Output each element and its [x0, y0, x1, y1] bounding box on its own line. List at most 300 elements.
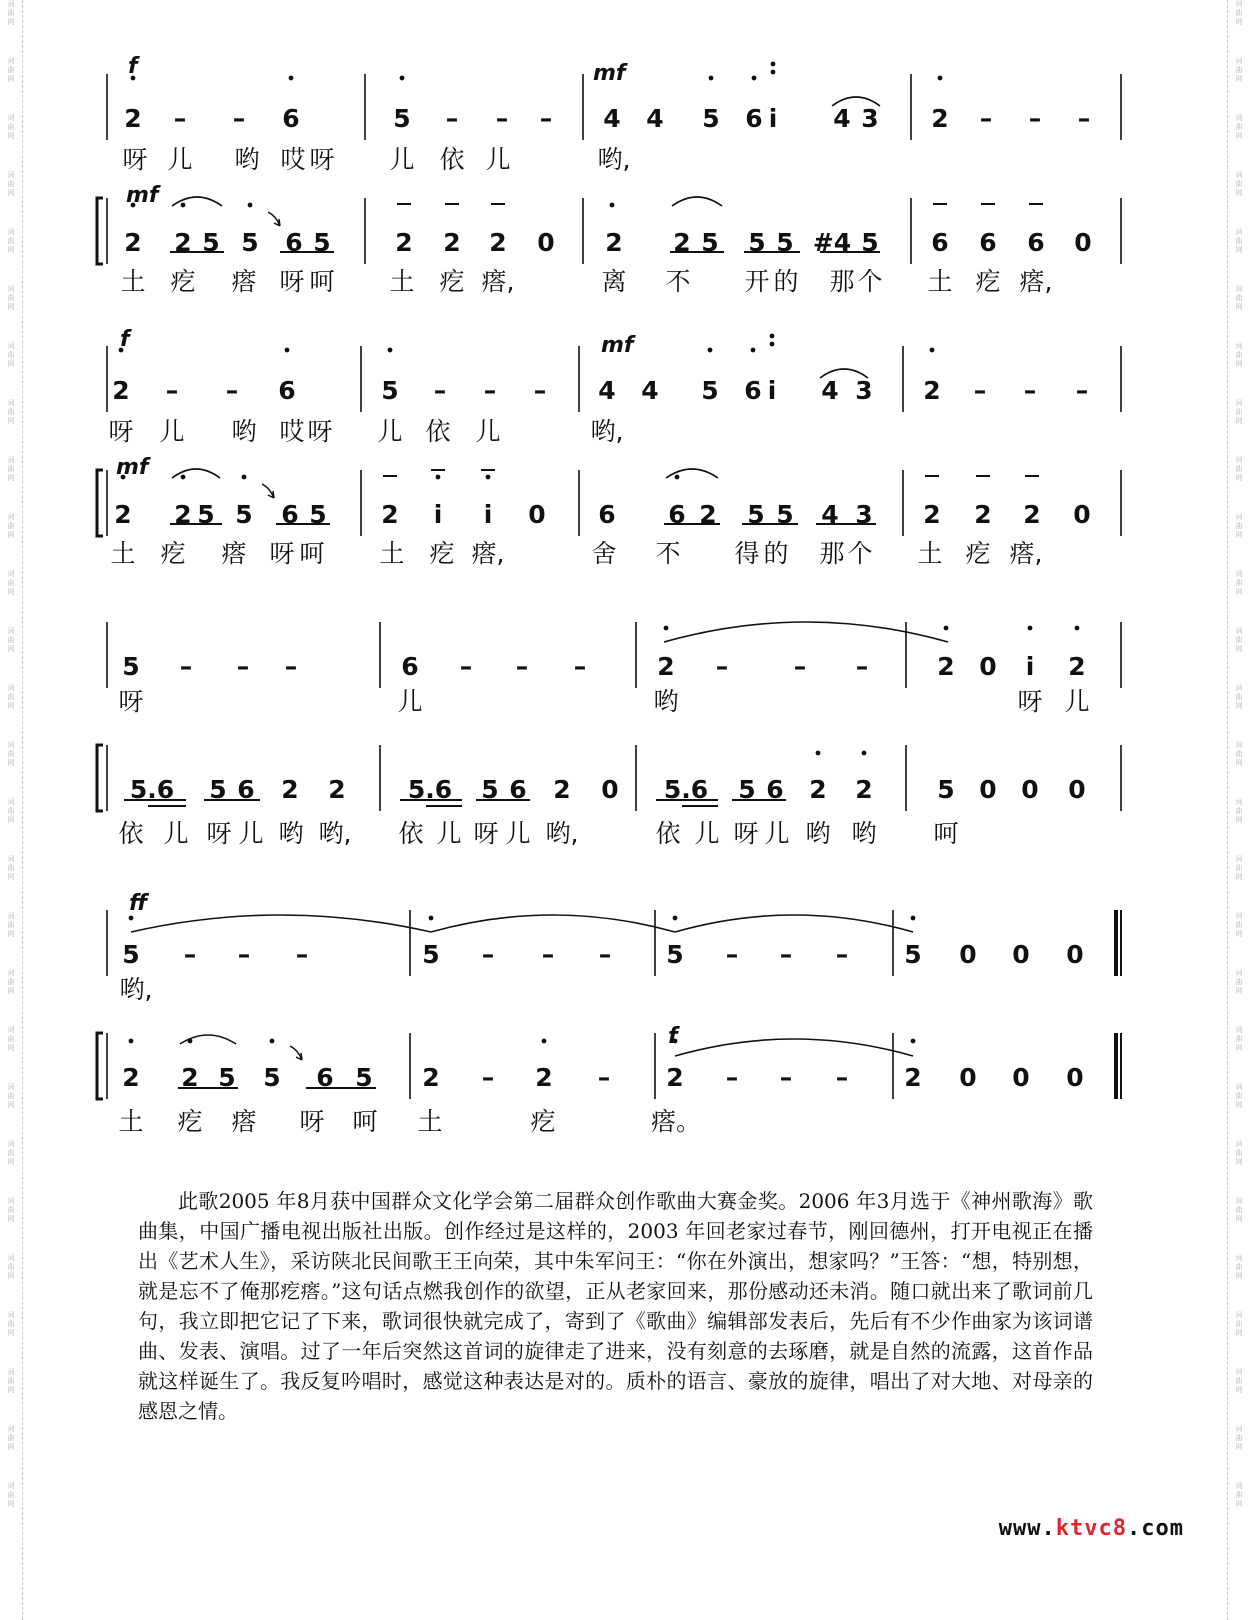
- watermark-char: 曲: [1235, 465, 1243, 473]
- lower-note: 2: [122, 1063, 140, 1092]
- watermark-char: 曲: [1235, 921, 1243, 929]
- watermark-char: 曲: [7, 9, 15, 17]
- lower-note: 5: [481, 775, 499, 804]
- watermark-char: 网: [1235, 1272, 1243, 1280]
- upper-note: 4: [821, 376, 839, 405]
- upper-lyric: 哟,: [590, 417, 624, 446]
- watermark-char: 词: [1235, 684, 1243, 692]
- lower-note: 6: [281, 500, 299, 529]
- upper-note: –: [183, 940, 197, 969]
- upper-lyric: 儿: [377, 417, 403, 446]
- grace-arrow: [268, 212, 280, 226]
- watermark-char: 曲: [1235, 1263, 1243, 1271]
- watermark-char: 曲: [7, 978, 15, 986]
- lower-note: 0: [1012, 1063, 1030, 1092]
- upper-note: –: [236, 652, 250, 681]
- watermark-char: 网: [7, 1329, 15, 1337]
- watermark-char: 曲: [7, 921, 15, 929]
- octave-dot: [181, 475, 186, 480]
- system-bracket: [97, 1033, 103, 1099]
- watermark-char: 网: [7, 474, 15, 482]
- lower-note: 5: [209, 775, 227, 804]
- upper-note: 2: [1068, 652, 1086, 681]
- upper-note: –: [835, 940, 849, 969]
- watermark-char: 网: [1235, 474, 1243, 482]
- watermark-char: 曲: [7, 864, 15, 872]
- lower-note: –: [835, 1063, 849, 1092]
- octave-dot: [270, 1039, 275, 1044]
- upper-note: 5: [422, 940, 440, 969]
- lower-lyric: 哟: [278, 819, 304, 848]
- upper-lyric: 儿: [389, 145, 415, 174]
- dynamic-mark: f: [668, 1024, 678, 1049]
- lower-note: 2: [328, 775, 346, 804]
- octave-dot: [770, 334, 775, 339]
- upper-note: –: [232, 104, 246, 133]
- watermark-char: 网: [1235, 360, 1243, 368]
- lower-note: –: [725, 1063, 739, 1092]
- upper-lyric: 哟: [653, 687, 679, 716]
- lower-note: 5: [197, 500, 215, 529]
- watermark-char: 词: [1235, 1254, 1243, 1262]
- watermark-char: 网: [1235, 1500, 1243, 1508]
- upper-note: 0: [959, 940, 977, 969]
- watermark-char: 网: [1235, 75, 1243, 83]
- lower-note: 5: [355, 1063, 373, 1092]
- upper-note: –: [165, 376, 179, 405]
- lower-lyric: 疙: [170, 267, 196, 296]
- lower-lyric: 得: [734, 539, 760, 568]
- lower-note: 5: [309, 500, 327, 529]
- upper-note: 5: [904, 940, 922, 969]
- lower-note: 0: [528, 500, 546, 529]
- lower-note: 5.6: [407, 775, 453, 804]
- dynamic-mark: mf: [116, 455, 149, 480]
- upper-note: 2: [923, 376, 941, 405]
- watermark-suffix: .com: [1127, 1516, 1184, 1541]
- lower-note: 2: [904, 1063, 922, 1092]
- lower-note: 2: [489, 228, 507, 257]
- upper-note: –: [1023, 376, 1037, 405]
- octave-dot: [751, 348, 756, 353]
- lower-lyric: 土: [917, 539, 943, 568]
- lower-note: 2: [281, 775, 299, 804]
- octave-dot: [1028, 626, 1033, 631]
- upper-lyric: 呀: [309, 145, 335, 174]
- upper-note: 2: [657, 652, 675, 681]
- lower-note: 0: [1066, 1063, 1084, 1092]
- upper-note: –: [173, 104, 187, 133]
- lower-note: 2: [974, 500, 992, 529]
- octave-dot: [248, 203, 253, 208]
- upper-lyric: 哎: [280, 145, 306, 174]
- upper-note: 6: [401, 652, 419, 681]
- lower-note: 2: [181, 1063, 199, 1092]
- octave-dot: [771, 70, 776, 75]
- watermark-char: 网: [1235, 1443, 1243, 1451]
- lower-note: 0: [1073, 500, 1091, 529]
- upper-note: 3: [855, 376, 873, 405]
- watermark-char: 网: [7, 1443, 15, 1451]
- lower-lyric: 疙: [160, 539, 186, 568]
- watermark-char: 词: [7, 1083, 15, 1091]
- lower-note: 2: [699, 500, 717, 529]
- lower-note: 5: [202, 228, 220, 257]
- upper-lyric: 呀: [307, 417, 333, 446]
- lower-lyric: 哟,: [318, 819, 352, 848]
- watermark-char: 词: [7, 513, 15, 521]
- lower-lyric: 呵: [933, 819, 959, 848]
- lower-lyric: 哟: [851, 819, 877, 848]
- watermark-char: 网: [7, 1386, 15, 1394]
- watermark-char: 词: [7, 342, 15, 350]
- lower-lyric: 瘩: [231, 267, 257, 296]
- lower-note: 5: [313, 228, 331, 257]
- watermark-char: 曲: [1235, 294, 1243, 302]
- watermark-char: 曲: [1235, 864, 1243, 872]
- upper-note: –: [715, 652, 729, 681]
- watermark-char: 网: [7, 1044, 15, 1052]
- watermark-char: 词: [1235, 1311, 1243, 1319]
- lower-note: 6: [668, 500, 686, 529]
- watermark-char: 词: [7, 0, 15, 8]
- lower-note: 2: [535, 1063, 553, 1092]
- lower-lyric: 的: [773, 267, 799, 296]
- lower-note: 5: [776, 228, 794, 257]
- watermark-char: 网: [1235, 132, 1243, 140]
- lower-note: 5: [241, 228, 259, 257]
- lower-lyric: 儿: [436, 819, 462, 848]
- upper-note: i: [1025, 652, 1035, 681]
- lower-note: 2: [553, 775, 571, 804]
- lower-lyric: 不: [665, 267, 691, 296]
- watermark-char: 曲: [7, 123, 15, 131]
- watermark-char: 网: [7, 1158, 15, 1166]
- watermark-char: 网: [1235, 18, 1243, 26]
- lower-lyric: 个: [847, 539, 873, 568]
- upper-note: 0: [1012, 940, 1030, 969]
- lower-note: 0: [1074, 228, 1092, 257]
- lower-note: 5: [701, 228, 719, 257]
- watermark-char: 曲: [7, 1263, 15, 1271]
- watermark-char: 网: [7, 1500, 15, 1508]
- watermark-char: 网: [1235, 987, 1243, 995]
- octave-dot: [289, 76, 294, 81]
- watermark-char: 词: [1235, 741, 1243, 749]
- watermark-char: 曲: [1235, 408, 1243, 416]
- lower-lyric: 那: [819, 539, 845, 568]
- watermark-char: 词: [1235, 114, 1243, 122]
- upper-note: i: [768, 104, 778, 133]
- upper-note: 0: [1066, 940, 1084, 969]
- octave-dot: [770, 342, 775, 347]
- upper-note: –: [237, 940, 251, 969]
- octave-dot: [930, 348, 935, 353]
- watermark-char: 网: [7, 645, 15, 653]
- watermark-char: 网: [7, 987, 15, 995]
- watermark-char: 网: [7, 1101, 15, 1109]
- lower-lyric: 疙: [439, 267, 465, 296]
- system-bracket: [97, 745, 103, 811]
- upper-lyric: 呀: [118, 687, 144, 716]
- lower-note: 2: [124, 228, 142, 257]
- watermark-char: 网: [7, 1272, 15, 1280]
- watermark-char: 曲: [1235, 1206, 1243, 1214]
- octave-dot: [129, 1039, 134, 1044]
- watermark-char: 词: [1235, 171, 1243, 179]
- grace-arrow: [262, 484, 274, 498]
- upper-note: –: [515, 652, 529, 681]
- lower-lyric: 瘩: [221, 539, 247, 568]
- watermark-char: 网: [1235, 873, 1243, 881]
- upper-note: –: [541, 940, 555, 969]
- watermark-char: 网: [7, 930, 15, 938]
- lower-note: 6: [979, 228, 997, 257]
- lower-lyric: 依: [655, 819, 681, 848]
- lower-lyric: 瘩,: [1009, 539, 1043, 568]
- lower-note: 6: [598, 500, 616, 529]
- dynamic-mark: f: [128, 54, 138, 79]
- upper-note: 4: [641, 376, 659, 405]
- watermark-char: 词: [7, 228, 15, 236]
- upper-note: 0: [979, 652, 997, 681]
- lower-note: 5: [738, 775, 756, 804]
- octave-dot: [911, 916, 916, 921]
- lower-note: 2: [809, 775, 827, 804]
- watermark-char: 曲: [1235, 9, 1243, 17]
- watermark-char: 曲: [1235, 180, 1243, 188]
- upper-note: –: [973, 376, 987, 405]
- watermark-char: 曲: [1235, 1491, 1243, 1499]
- watermark-char: 词: [7, 1140, 15, 1148]
- watermark-char: 网: [7, 531, 15, 539]
- watermark-char: 网: [7, 246, 15, 254]
- watermark-char: 词: [7, 114, 15, 122]
- watermark-char: 网: [7, 189, 15, 197]
- watermark-char: 词: [7, 1368, 15, 1376]
- watermark-char: 词: [7, 57, 15, 65]
- watermark-char: 曲: [7, 1491, 15, 1499]
- lower-note: i: [433, 500, 443, 529]
- lower-lyric: 离: [601, 267, 627, 296]
- lower-lyric: 依: [118, 819, 144, 848]
- watermark-char: 网: [1235, 702, 1243, 710]
- lower-lyric: 哟: [805, 819, 831, 848]
- upper-lyric: 儿: [1064, 687, 1090, 716]
- upper-note: –: [483, 376, 497, 405]
- watermark-char: 词: [7, 171, 15, 179]
- upper-note: –: [459, 652, 473, 681]
- watermark-char: 网: [7, 759, 15, 767]
- watermark-char: 曲: [7, 66, 15, 74]
- upper-note: 4: [598, 376, 616, 405]
- lower-note: 5.6: [663, 775, 709, 804]
- long-slur: [431, 915, 675, 932]
- upper-note: 6: [745, 104, 763, 133]
- upper-lyric: 哎: [279, 417, 305, 446]
- watermark-char: 词: [1235, 456, 1243, 464]
- upper-note: –: [295, 940, 309, 969]
- watermark-char: 曲: [7, 1377, 15, 1385]
- watermark-char: 网: [7, 18, 15, 26]
- watermark-char: 曲: [1235, 579, 1243, 587]
- lower-note: 6: [237, 775, 255, 804]
- lower-lyric: 土: [118, 1107, 144, 1136]
- watermark-char: 网: [1235, 1329, 1243, 1337]
- dynamic-mark: mf: [601, 333, 634, 358]
- watermark-char: 网: [1235, 189, 1243, 197]
- lower-note: 0: [1021, 775, 1039, 804]
- octave-dot: [771, 62, 776, 67]
- watermark-char: 词: [7, 741, 15, 749]
- watermark-char: 网: [7, 303, 15, 311]
- score-marks: [108, 54, 1091, 1136]
- octave-dot: [709, 76, 714, 81]
- watermark-char: 曲: [1235, 1320, 1243, 1328]
- octave-dot: [752, 76, 757, 81]
- lower-lyric: 儿: [505, 819, 531, 848]
- lower-lyric: 疙: [965, 539, 991, 568]
- octave-dot: [486, 475, 491, 480]
- octave-dot: [708, 348, 713, 353]
- watermark-char: 网: [7, 873, 15, 881]
- lower-note: 2: [114, 500, 132, 529]
- slur: [172, 197, 222, 206]
- upper-note: –: [793, 652, 807, 681]
- upper-note: 4: [833, 104, 851, 133]
- watermark-char: 词: [7, 1482, 15, 1490]
- lower-note: 5: [218, 1063, 236, 1092]
- lower-lyric: 不: [655, 539, 681, 568]
- lower-lyric: 土: [927, 267, 953, 296]
- upper-note: –: [1075, 376, 1089, 405]
- upper-note: 2: [931, 104, 949, 133]
- upper-note: i: [767, 376, 777, 405]
- watermark-char: 词: [1235, 912, 1243, 920]
- lower-note: 3: [855, 500, 873, 529]
- lower-lyric: 呵: [352, 1107, 378, 1136]
- octave-dot: [400, 76, 405, 81]
- upper-note: –: [225, 376, 239, 405]
- watermark-char: 曲: [1235, 1092, 1243, 1100]
- watermark-char: 曲: [7, 351, 15, 359]
- octave-dot: [911, 1039, 916, 1044]
- lower-note: 2: [1023, 500, 1041, 529]
- watermark-char: 曲: [1235, 1149, 1243, 1157]
- watermark-char: 曲: [1235, 66, 1243, 74]
- octave-dot: [816, 751, 821, 756]
- watermark-char: 词: [7, 285, 15, 293]
- lower-note: 5: [748, 228, 766, 257]
- watermark-char: 曲: [1235, 522, 1243, 530]
- dynamic-mark: f: [120, 327, 130, 352]
- lower-lyric: 土: [120, 267, 146, 296]
- octave-dot: [944, 626, 949, 631]
- upper-note: 2: [937, 652, 955, 681]
- lower-lyric: 呵: [299, 539, 325, 568]
- long-slur: [675, 915, 913, 932]
- lower-lyric: 呀: [269, 539, 295, 568]
- lower-note: 2: [923, 500, 941, 529]
- watermark-char: 曲: [7, 180, 15, 188]
- watermark-char: 曲: [7, 750, 15, 758]
- watermark-char: 网: [7, 702, 15, 710]
- watermark-char: 词: [7, 684, 15, 692]
- octave-dot: [429, 916, 434, 921]
- watermark-char: 词: [7, 1254, 15, 1262]
- watermark-char: 词: [1235, 342, 1243, 350]
- watermark-char: 网: [1235, 303, 1243, 311]
- watermark-char: 词: [1235, 228, 1243, 236]
- watermark-brand: ktvc8: [1055, 1516, 1128, 1541]
- upper-note: 5: [666, 940, 684, 969]
- watermark-char: 词: [1235, 399, 1243, 407]
- lower-lyric: 土: [110, 539, 136, 568]
- watermark-char: 曲: [1235, 1035, 1243, 1043]
- upper-note: 6: [744, 376, 762, 405]
- lower-lyric: 土: [379, 539, 405, 568]
- watermark-char: 词: [1235, 285, 1243, 293]
- watermark-char: 网: [1235, 759, 1243, 767]
- lower-lyric: 哟,: [545, 819, 579, 848]
- watermark-char: 词: [1235, 1026, 1243, 1034]
- upper-lyric: 儿: [159, 417, 185, 446]
- lower-note: 6: [766, 775, 784, 804]
- upper-note: –: [1028, 104, 1042, 133]
- watermark-char: 曲: [7, 237, 15, 245]
- upper-lyric: 哟: [231, 417, 257, 446]
- octave-dot: [664, 626, 669, 631]
- octave-dot: [542, 1039, 547, 1044]
- watermark-char: 网: [7, 588, 15, 596]
- slur: [172, 469, 220, 478]
- upper-note: 6: [282, 104, 300, 133]
- watermark-char: 词: [1235, 1368, 1243, 1376]
- composition-note: 此歌2005 年8月获中国群众文化学会第二届群众创作歌曲大赛金奖。2006 年3月选于《神州歌海》歌曲集，中国广播电视出版社出版。创作经过是这样的，2003 年回老家过春节，刚回德州，打开电视正在播出《艺术人生》，采访陕北民间歌王王向荣，其中朱军问王：“你在外演出，想家吗？”王答：“想，特别想，就是忘不了俺那疙瘩。”这句话点燃我创作的欲望，正从老家回来，那份感动还未消。随口就出来了歌词前几句，我立即把它记了下来，歌词很快就完成了，寄到了《歌曲》编辑部发表后，先后有不少作曲家为该词谱曲、发表、演唱。过了一年后突然这首词的旋律走了进来，没有刻意的去琢磨，就是自然的流露，这首作品就这样诞生了。我反复吟唱时，感觉这种表达是对的。质朴的语言、豪放的旋律，唱出了对大地、对母亲的感恩之情。: [138, 1189, 1093, 1423]
- upper-note: –: [284, 652, 298, 681]
- lower-note: 6: [285, 228, 303, 257]
- watermark-char: 词: [1235, 513, 1243, 521]
- watermark-char: 曲: [1235, 1377, 1243, 1385]
- watermark-char: 曲: [1235, 636, 1243, 644]
- lower-note: 5: [776, 500, 794, 529]
- watermark-char: 网: [1235, 1215, 1243, 1223]
- octave-dot: [181, 203, 186, 208]
- long-slur: [131, 915, 431, 932]
- lower-note: 0: [1068, 775, 1086, 804]
- lower-lyric: 呀: [279, 267, 305, 296]
- dynamic-mark: mf: [593, 61, 626, 86]
- lower-note: 2: [174, 500, 192, 529]
- watermark-char: 曲: [1235, 978, 1243, 986]
- watermark-char: 词: [1235, 1140, 1243, 1148]
- lower-note: i: [483, 500, 493, 529]
- lower-note: 2: [666, 1063, 684, 1092]
- lower-lyric: 儿: [764, 819, 790, 848]
- watermark-char: 曲: [1235, 237, 1243, 245]
- watermark-char: 词: [7, 855, 15, 863]
- octave-dot: [673, 916, 678, 921]
- watermark-char: 曲: [1235, 693, 1243, 701]
- watermark-char: 网: [1235, 417, 1243, 425]
- lower-lyric: 瘩: [231, 1107, 257, 1136]
- lower-note: 6: [931, 228, 949, 257]
- octave-dot: [388, 348, 393, 353]
- upper-lyric: 呀: [122, 145, 148, 174]
- lower-note: 5: [263, 1063, 281, 1092]
- watermark-char: 词: [1235, 1197, 1243, 1205]
- upper-lyric: 哟,: [597, 145, 631, 174]
